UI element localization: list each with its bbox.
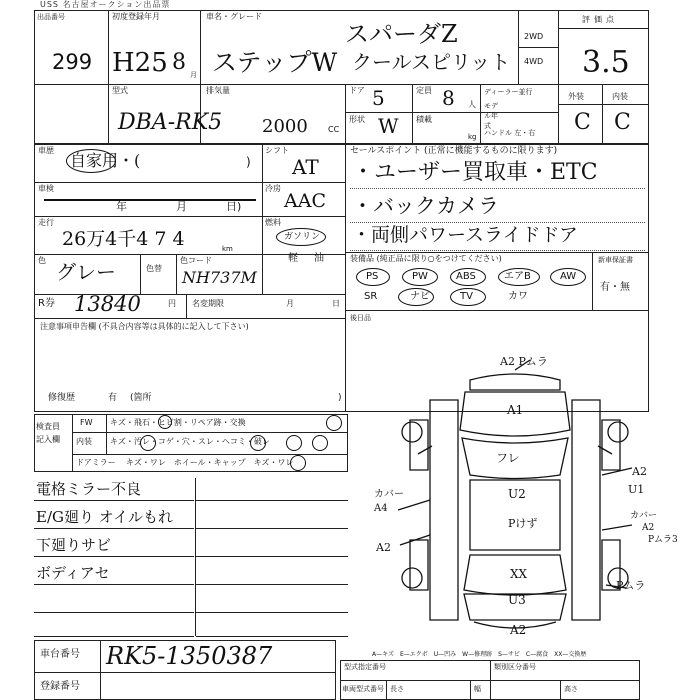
inspector-items-1: キズ・飛石・ヒビ割・リペア跡・交換	[110, 418, 246, 427]
mark-left-lower: A2	[376, 541, 391, 554]
light-label: 軽	[288, 253, 298, 264]
reg-no-label: 登録番号	[40, 681, 80, 692]
mark-right-top: A2	[632, 465, 647, 478]
equipment-tv: TV	[460, 291, 473, 302]
car-name: ステップW	[212, 48, 338, 77]
sales-point-3: ・両側パワースライドドア	[352, 224, 578, 246]
color-code: NH737M	[182, 268, 257, 287]
retrofit-label: 後日品	[350, 314, 371, 322]
inspector-part-2: 内装	[76, 437, 92, 446]
mark-right-mid: カバー	[630, 511, 658, 521]
color-code-label: 色コード	[180, 256, 212, 265]
lot-no: 299	[52, 50, 93, 74]
top-banner: USS 名古屋オークション出品票	[40, 0, 171, 9]
cc-unit: CC	[328, 125, 340, 134]
reg-era-year: H25	[112, 48, 168, 78]
reg-month: 8	[172, 50, 186, 75]
drive-4wd: 4WD	[524, 57, 544, 66]
inspection-month: 月	[176, 200, 187, 213]
capacity-unit: 人	[468, 100, 476, 109]
inspection-strike	[44, 199, 256, 201]
mark-roof-rear: Pけず	[508, 517, 538, 530]
inspection-year: 年	[116, 200, 127, 213]
sales-points-label: セールスポイント (正常に機能するものに限ります)	[350, 146, 558, 156]
name-change-label: 名変期限	[192, 299, 224, 308]
recycle-label: R券	[38, 298, 55, 309]
equipment-abs: ABS	[456, 271, 476, 282]
mark-top: A2 Pムラ	[500, 355, 548, 368]
equipment-pw: PW	[412, 271, 428, 282]
km-unit: km	[222, 245, 233, 253]
score: 3.5	[582, 45, 630, 80]
mark-roof-mid: U2	[508, 487, 526, 501]
fuel-label: 燃料	[265, 218, 281, 227]
reg-year-label: 初度登録年月	[112, 12, 160, 21]
equipment-ps: PS	[366, 271, 379, 282]
repair-history-label: 修復歴	[48, 393, 76, 403]
mark-right-mid2: A2	[642, 523, 655, 533]
name-grade-label: 車名・グレード	[206, 12, 262, 21]
model: DBA-RK5	[118, 110, 223, 135]
capacity-label: 定員	[416, 86, 432, 95]
dealer-label: ディーラー並行	[484, 88, 533, 96]
oil-label: 油	[314, 253, 324, 264]
inspector-part-1: FW	[80, 418, 93, 427]
repair-parts: (箇所	[130, 393, 152, 403]
fuel: ガソリン	[284, 232, 321, 242]
grade-line1: スパーダZ	[345, 20, 458, 48]
mileage: 26万4千4 7 4	[62, 228, 185, 250]
usage-label: 車歴	[38, 146, 54, 155]
mark-bottom: A2	[510, 623, 527, 637]
mark-rear-u3: U3	[508, 593, 526, 607]
equipment-leather: カワ	[508, 291, 528, 302]
color-label: 色	[38, 256, 46, 265]
mark-left-upper2: A4	[374, 503, 388, 514]
inspector-label-2: 記入欄	[36, 435, 60, 444]
equipment-navi: ナビ	[410, 291, 430, 302]
note-3: 下廻りサビ	[36, 536, 112, 554]
body: W	[378, 114, 399, 138]
note-2: E/G廻り オイルもれ	[36, 508, 174, 526]
yen-unit: 円	[168, 299, 176, 308]
inspector-items-3: キズ・ワレ ホイール・キャップ キズ・ワレ	[126, 458, 294, 467]
name-change-month: 月	[286, 299, 294, 308]
interior: C	[614, 110, 631, 135]
chassis-no: RK5-1350387	[106, 642, 273, 670]
ac: AAC	[284, 190, 326, 212]
repair-close: )	[338, 393, 342, 403]
color: グレー	[56, 260, 116, 284]
inspector-part-3: ドアミラー	[76, 458, 116, 467]
mark-right-bottom: Pムラ	[616, 579, 646, 592]
load-label: 積載	[416, 115, 432, 124]
doors-label: ドア	[349, 86, 365, 95]
sales-point-2: ・バックカメラ	[352, 194, 499, 218]
recycle-amount: 13840	[74, 292, 141, 316]
color-change-label: 色替	[146, 264, 162, 273]
mark-roof-front: フレ	[496, 451, 520, 465]
mark-left-upper: カバー	[374, 489, 404, 500]
note-4: ボディアセ	[36, 564, 110, 582]
model-label: 型式	[112, 86, 128, 95]
displacement-label: 排気量	[206, 86, 230, 95]
equipment-label: 装備品 (純正品に限り○をつけてください)	[350, 254, 502, 263]
inspection-day: 日)	[226, 200, 242, 213]
inspection-label: 車検	[38, 184, 54, 193]
exterior: C	[574, 110, 591, 135]
equipment-airbag: エアB	[504, 271, 531, 282]
displacement: 2000	[262, 116, 308, 137]
mark-hood: A1	[507, 403, 524, 417]
body-label: 形状	[349, 115, 365, 124]
length-label: 長さ	[390, 685, 404, 693]
inspector-items-2: キズ・汚レ・コゲ・穴・スレ・ヘコミ・破レ	[110, 437, 270, 446]
mileage-label: 走行	[38, 218, 54, 227]
usage: 自家用・(	[70, 151, 141, 170]
note-1: 電格ミラー不良	[36, 480, 142, 498]
grade-line2: クールスピリット	[352, 50, 511, 74]
exterior-label: 外装	[568, 92, 584, 101]
shift: AT	[292, 155, 319, 179]
shift-label: シフト	[265, 146, 289, 155]
mark-right-top2: U1	[628, 483, 645, 496]
inspector-label-1: 検査員	[36, 422, 60, 431]
equipment-sr: SR	[364, 291, 378, 302]
interior-label: 内装	[612, 92, 628, 101]
type-label: 車両型式番号	[342, 685, 384, 693]
repair-yes: 有	[108, 393, 118, 403]
kg-unit: kg	[468, 133, 477, 141]
usage-close: )	[246, 155, 251, 169]
sales-point-1: ・ユーザー買取車・ETC	[352, 160, 598, 185]
diagram-legend: A—キズ E—エクボ U—凹み W—修理跡 S—サビ C—腐食 XX—交換歴	[372, 651, 587, 658]
capacity: 8	[442, 86, 455, 110]
height-label: 高さ	[564, 685, 578, 693]
inspection-no-label: 型式指定番号	[344, 663, 386, 671]
new-warranty: 有・無	[600, 282, 630, 293]
doors: 5	[372, 86, 385, 110]
notes-label: 注意事項申告欄 (不具合内容等は具体的に記入して下さい)	[40, 322, 249, 331]
month-unit: 月	[190, 71, 197, 79]
width-label: 幅	[474, 685, 481, 693]
mark-rear-xx: XX	[510, 567, 528, 581]
category-no-label: 類別区分番号	[494, 663, 536, 671]
score-label: 評価点	[582, 15, 618, 24]
model-year-label: モデル年式	[484, 102, 498, 130]
new-warranty-label: 新車保証書	[598, 256, 633, 264]
drive-2wd: 2WD	[524, 32, 544, 41]
chassis-label: 車台番号	[40, 649, 80, 660]
handle-label: ハンドル 左・右	[484, 129, 536, 137]
equipment-aw: AW	[560, 271, 577, 282]
ac-label: 冷房	[265, 184, 281, 193]
mark-right-mid3: Pムラ3	[648, 535, 678, 545]
lot-no-label: 出品番号	[37, 13, 65, 21]
name-change-day: 日	[332, 299, 340, 308]
